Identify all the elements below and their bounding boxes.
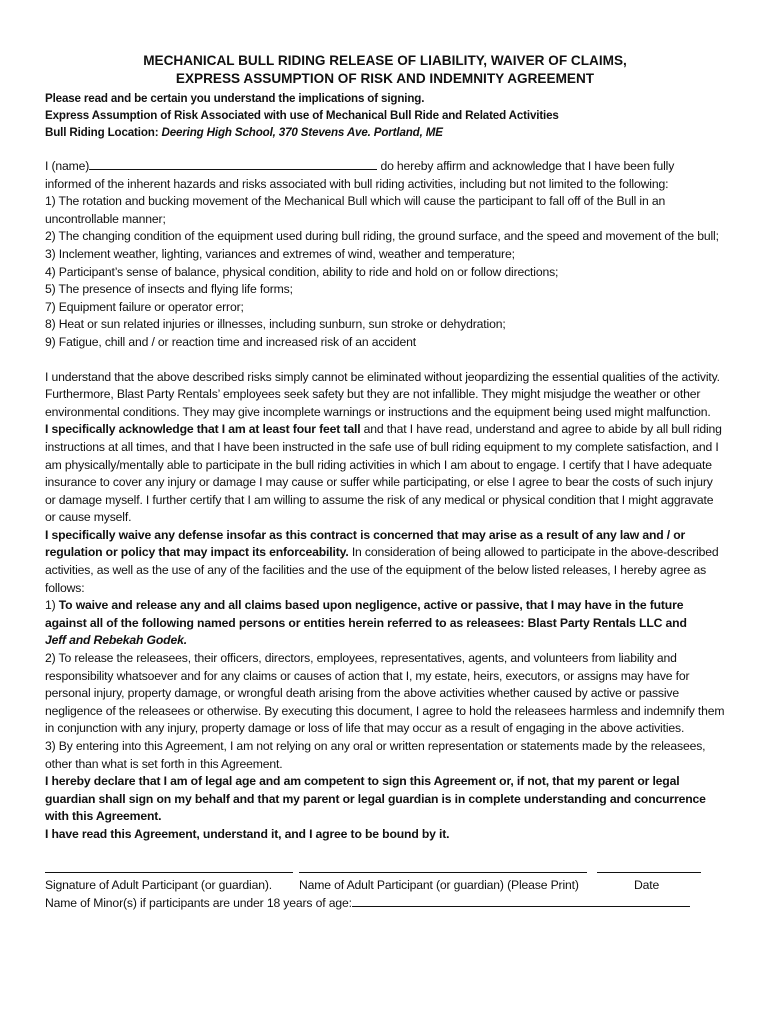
release-2: 2) To release the releasees, their officers, directors, employees, representatives, agents, and volunteers from liability and responsibility whatsoever and for any claims or causes of action that I, my estate, heirs, executors, or assigns may have for personal injury, property damage, or wrongful death arising from the above activities whether caused by active or passive negligence of the releasees or otherwise. By executing this document, I agree to hold the releasees harmless and indemnify them in conjunction with any injury, property damage or loss of life that may occur as a result of engaging in the above activities. — [45, 651, 725, 736]
location-value: Deering High School, 370 Stevens Ave. Portland, ME — [161, 126, 443, 139]
minor-name-field[interactable] — [352, 895, 690, 907]
waive-paragraph — [45, 527, 725, 597]
understand-paragraph: I understand that the above described risks simply cannot be eliminated without jeopardizing the essential qualities of the activity. Furthermore, Blast Party Rentals’ employees seek safety but they are not infallible. They might misjudge the weather or other environmental conditions. They may give incomplete warnings or instructions and the equipment being used might malfunction. — [45, 369, 720, 419]
acknowledge-bold: I specifically acknowledge that I am at least four feet tall — [45, 422, 361, 437]
risk-item: 9) Fatigue, chill and / or reaction time and increased risk of an accident — [45, 334, 416, 349]
printed-name-field[interactable] — [299, 872, 587, 873]
risk-list — [45, 193, 725, 351]
waive-bold: I specifically waive any defense insofar as this contract is concerned that may arise as a result of any law and / or regulation or policy that may impact its enforceability. — [45, 527, 686, 560]
location-label: Bull Riding Location: — [45, 126, 159, 139]
affirm-block — [45, 158, 725, 352]
participant-name-field[interactable] — [89, 158, 377, 170]
release-3: 3) By entering into this Agreement, I am not relying on any oral or written representation or statements made by the releasees, other than what is set forth in this Agreement. — [45, 739, 706, 771]
date-label: Date — [634, 877, 660, 892]
risk-item: 4) Participant’s sense of balance, physical condition, ability to ride and hold on or follow directions; — [45, 264, 559, 279]
signature-labels-row — [45, 877, 725, 895]
risk-item: 7) Equipment failure or operator error; — [45, 299, 244, 314]
understand-block — [45, 369, 725, 844]
title-line-2: EXPRESS ASSUMPTION OF RISK AND INDEMNITY AGREEMENT — [175, 71, 595, 86]
legal-age-declaration: I hereby declare that I am of legal age and am competent to sign this Agreement or, if not, that my parent or legal guardian shall sign on my behalf and that my parent or legal guardian is in complete understanding and concurrence with this Agreement. — [45, 774, 706, 824]
release-1-bold: To waive and release any and all claims based upon negligence, active or passive, that I may have in the future against all of the following named persons or entities herein referred to as releasees: Blast Party Rentals LLC and — [45, 598, 687, 630]
waiver-document — [45, 52, 725, 912]
minor-row — [45, 895, 725, 913]
express-assumption-line: Express Assumption of Risk Associated with use of Mechanical Bull Ride and Related Activities — [45, 109, 559, 122]
affirm-line-1 — [45, 158, 725, 176]
release-1 — [45, 597, 725, 650]
acknowledge-paragraph — [45, 421, 725, 527]
release-1-names: Jeff and Rebekah Godek. — [45, 633, 187, 648]
risk-item: 8) Heat or sun related injuries or illnesses, including sunburn, sun stroke or dehydration; — [45, 317, 506, 332]
minor-label: Name of Minor(s) if participants are under 18 years of age: — [45, 895, 352, 910]
signature-field[interactable] — [45, 872, 293, 873]
printed-name-label: Name of Adult Participant (or guardian) (Please Print) — [299, 877, 579, 892]
name-prefix: I (name) — [45, 159, 90, 173]
waive-rest: In consideration of being allowed to participate in the above-described activities, as well as the use of any of the facilities and the use of the equipment of the below listed releases, I hereby agree as follows: — [45, 545, 719, 595]
name-suffix: do hereby affirm and acknowledge that I have been fully — [380, 159, 675, 173]
read-notice: Please read and be certain you understand the implications of signing. — [45, 92, 425, 105]
signature-label: Signature of Adult Participant (or guardian). — [45, 877, 272, 892]
risk-item: 5) The presence of insects and flying life forms; — [45, 282, 293, 297]
document-title — [45, 52, 725, 88]
signature-lines-row — [45, 860, 725, 877]
location-line — [45, 124, 725, 141]
release-1-prefix: 1) — [45, 598, 59, 613]
risk-item: 1) The rotation and bucking movement of the Mechanical Bull which will cause the participant to fall off of the Bull in an uncontrollable manner; — [45, 194, 666, 226]
acknowledge-rest: and that I have read, understand and agree to abide by all bull riding instructions at all times, and that I have been instructed in the safe use of bull riding equipment to my complete satisfaction, and I am physically/mentally able to participate in the bull riding activities in which I am about to engage. I certify that I have adequate insurance to cover any injury or damage I may cause or suffer while participating, or else I agree to bear the costs of such injury or damage myself. I further certify that I am willing to assume the risk of any medical or physical condition that I might aggravate or cause myself. — [45, 422, 722, 525]
risk-item: 2) The changing condition of the equipment used during bull riding, the ground surface, and the speed and movement of the bull; — [45, 229, 719, 244]
title-line-1: MECHANICAL BULL RIDING RELEASE OF LIABILITY, WAIVER OF CLAIMS, — [143, 53, 627, 68]
risk-item: 3) Inclement weather, lighting, variances and extremes of wind, weather and temperature; — [45, 246, 515, 261]
date-field[interactable] — [597, 872, 701, 873]
read-agree-statement: I have read this Agreement, understand it, and I agree to be bound by it. — [45, 826, 450, 841]
affirm-line-2: informed of the inherent hazards and risks associated with bull riding activities, including but not limited to the following: — [45, 176, 669, 191]
